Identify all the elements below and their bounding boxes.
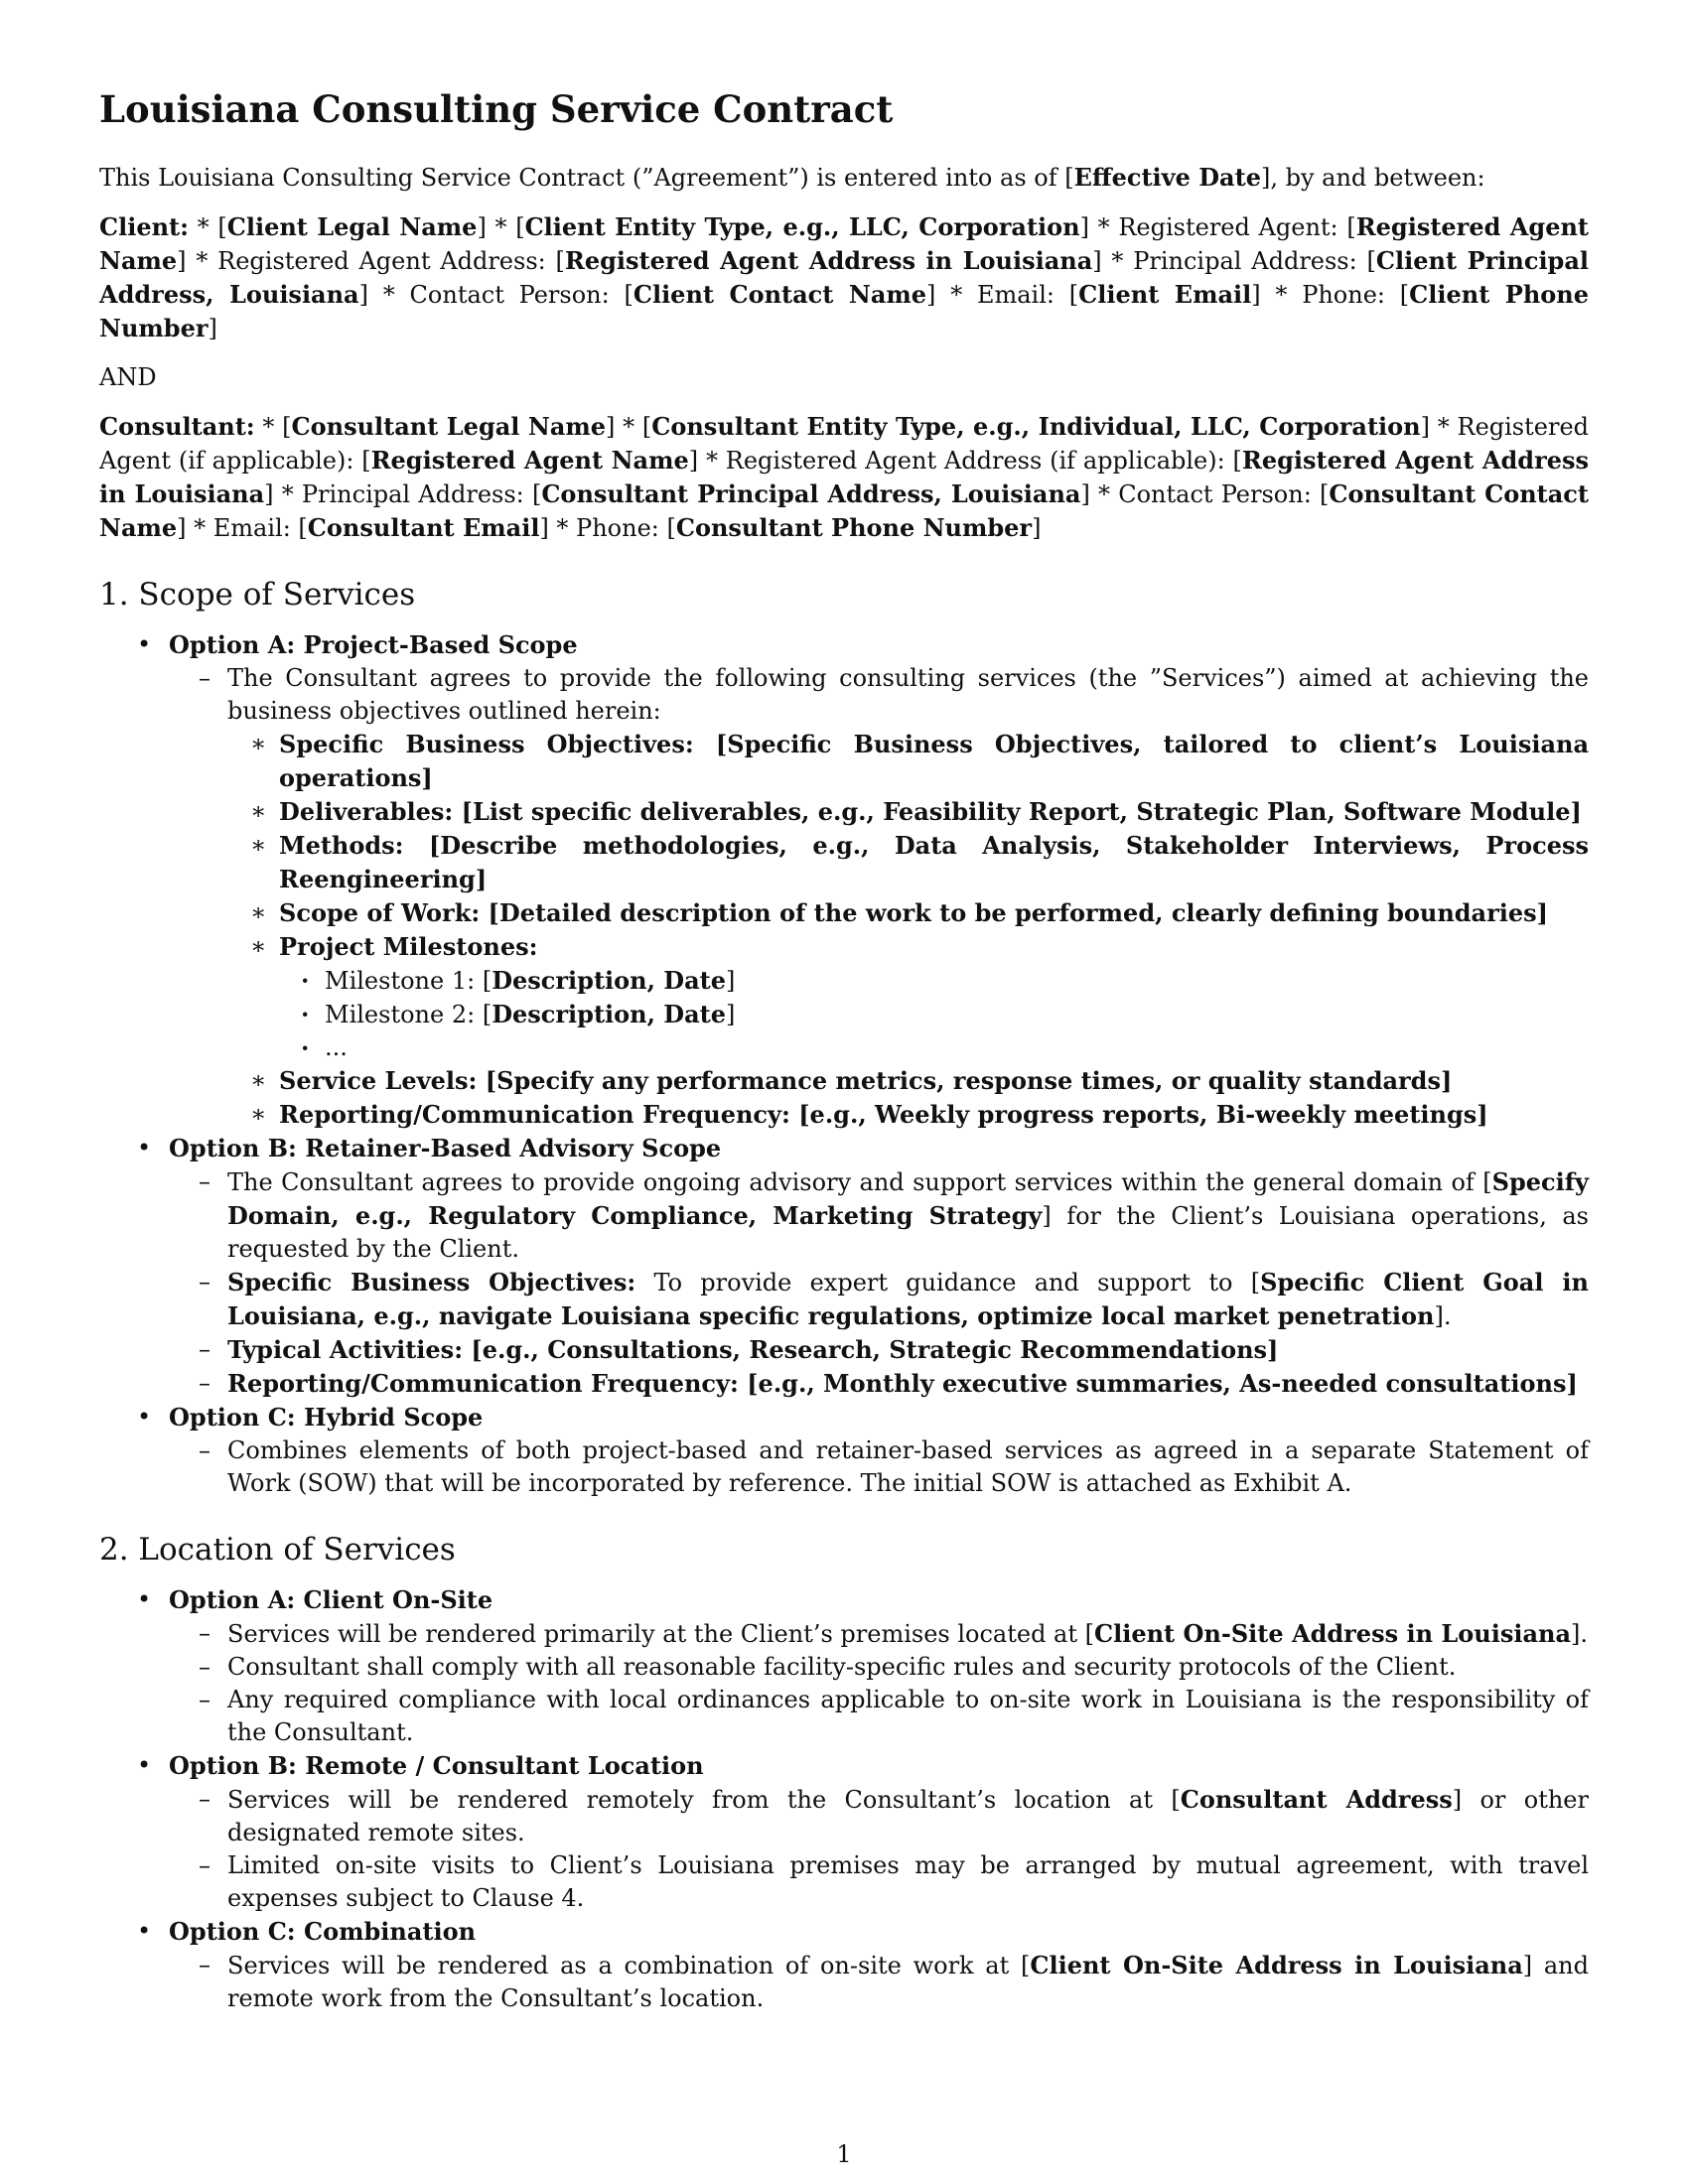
sub-list — [169, 1617, 1589, 1749]
consultant-email: Consultant Email — [307, 513, 540, 542]
onsite-address-placeholder: Client On-Site Address in Louisiana — [1094, 1619, 1571, 1648]
text: Limited on-site visits to Client’s Louisiana premises may be arranged by mutual agreement, with travel expenses subject to Clause 4. — [227, 1851, 1589, 1912]
option-c-desc: Combines elements of both project-based and retainer-based services as agreed in a separate Statement of Work (SOW) that will be incorporated by reference. The initial SOW is attached as Exhibit A. — [227, 1436, 1589, 1497]
client-entity-type: Client Entity Type, e.g., LLC, Corporation — [524, 212, 1080, 241]
sep: * [ — [254, 413, 292, 441]
list-item — [99, 1915, 1589, 2015]
list-item — [99, 1749, 1589, 1915]
sep: ] — [726, 1001, 736, 1028]
sub-list — [169, 1783, 1589, 1915]
sep: ] — [1032, 514, 1042, 542]
text: Consultant shall comply with all reasonable facility-specific rules and security protocols of the Client. — [227, 1653, 1457, 1681]
consultant-contact: Consultant Contact Name — [99, 479, 1589, 542]
sep: ] * Registered Agent Address: [ — [177, 247, 565, 275]
sub-list — [227, 728, 1589, 1132]
text: Services will be rendered as a combination of on-site work at [ — [227, 1952, 1031, 1979]
deliverables-item: Deliverables: [List specific deliverables, e.g., Feasibility Report, Strategic Plan, Software Module] — [279, 797, 1582, 826]
text: To provide expert guidance and support to [ — [635, 1269, 1261, 1297]
list-item — [227, 930, 1589, 1064]
section-1-heading: 1. Scope of Services — [99, 577, 416, 613]
onsite-address-placeholder: Client On-Site Address in Louisiana — [1030, 1951, 1523, 1979]
reporting-item: Reporting/Communication Frequency: [e.g., Monthly executive summaries, As-needed consultations] — [227, 1369, 1578, 1398]
client-phone: Client Phone Number — [99, 280, 1590, 342]
consultant-agent-address: Registered Agent Address in Louisiana — [99, 446, 1590, 508]
methods-item: Methods: [Describe methodologies, e.g., Data Analysis, Stakeholder Interviews, Process Reengineering] — [279, 831, 1589, 893]
text: Services will be rendered remotely from the Consultant’s location at [ — [227, 1786, 1181, 1814]
client-goal-placeholder: Specific Client Goal in Louisiana, e.g., navigate Louisiana specific regulations, optimize local market penetration — [227, 1268, 1589, 1330]
client-email: Client Email — [1078, 280, 1252, 309]
scope-options-list — [99, 628, 1589, 1500]
sub-list — [169, 1434, 1589, 1500]
list-item — [169, 1684, 1589, 1749]
list-item — [169, 1849, 1589, 1915]
location-options-list — [99, 1583, 1589, 2015]
client-agent-name: Registered Agent Name — [99, 212, 1589, 275]
client-block — [99, 210, 1589, 345]
list-item — [169, 1617, 1589, 1651]
reporting-item: Reporting/Communication Frequency: [e.g., Weekly progress reports, Bi-weekly meetings] — [279, 1100, 1488, 1129]
list-item — [279, 998, 1589, 1031]
domain-placeholder: Specify Domain, e.g., Regulatory Compliance, Marketing Strategy — [227, 1167, 1589, 1230]
text: ] and remote work from the Consultant’s location. — [227, 1952, 1590, 2012]
text: Services will be rendered primarily at the Client’s premises located at [ — [227, 1620, 1094, 1648]
option-a-label: Option A: Project-Based Scope — [169, 630, 578, 659]
option-a-desc: The Consultant agrees to provide the following consulting services (the ”Services”) aimed at achieving the business objectives outlined herein: — [227, 664, 1589, 725]
sep: ] — [726, 967, 736, 995]
consultant-label: Consultant: — [99, 412, 255, 441]
sub-list — [169, 662, 1589, 1132]
sub-list — [169, 1165, 1589, 1401]
intro-paragraph — [99, 161, 1589, 195]
list-item — [227, 1098, 1589, 1132]
client-principal-address: Client Principal Address, Louisiana — [99, 246, 1590, 309]
consultant-phone: Consultant Phone Number — [675, 513, 1033, 542]
consultant-principal-address: Consultant Principal Address, Louisiana — [541, 479, 1081, 508]
sep: ] * Registered Agent Address (if applicable): [ — [688, 447, 1242, 475]
sep: ] — [208, 315, 217, 342]
text: ] or other designated remote sites. — [227, 1786, 1589, 1846]
text: ]. — [1434, 1302, 1452, 1330]
location-option-a-label: Option A: Client On-Site — [169, 1585, 493, 1614]
consultant-block — [99, 410, 1589, 545]
milestones-label: Project Milestones: — [279, 932, 538, 961]
list-item — [169, 1367, 1589, 1401]
text: ] for the Client’s Louisiana operations, as requested by the Client. — [227, 1202, 1589, 1263]
consultant-legal-name: Consultant Legal Name — [291, 412, 607, 441]
sep: * [ — [189, 213, 227, 241]
list-item — [169, 1434, 1589, 1500]
sub-list — [279, 964, 1589, 1064]
and-separator: AND — [99, 363, 157, 391]
activities-item: Typical Activities: [e.g., Consultations, Research, Strategic Recommendations] — [227, 1335, 1279, 1364]
sep: ] * Contact Person: [ — [358, 281, 633, 309]
sep: ] * Principal Address: [ — [264, 480, 542, 508]
effective-date-placeholder: Effective Date — [1073, 163, 1261, 192]
list-item — [227, 1064, 1589, 1098]
page-number: 1 — [836, 2140, 852, 2168]
text: The Consultant agrees to provide ongoing advisory and support services within the general domain of [ — [227, 1168, 1492, 1196]
list-item — [169, 1949, 1589, 2015]
intro-text: This Louisiana Consulting Service Contract (”Agreement”) is entered into as of [ — [99, 164, 1074, 192]
milestone-1-label: Milestone 1: [ — [325, 967, 492, 995]
sep: ] * [ — [606, 413, 652, 441]
consultant-agent-name: Registered Agent Name — [370, 446, 689, 475]
list-item — [99, 1583, 1589, 1749]
list-item — [99, 1132, 1589, 1401]
section-2-heading: 2. Location of Services — [99, 1532, 456, 1568]
sep: ] * Phone: [ — [539, 514, 676, 542]
list-item — [227, 896, 1589, 930]
objectives-item: Specific Business Objectives: [Specific Business Objectives, tailored to client’s Louisiana operations] — [279, 730, 1589, 792]
list-item — [227, 829, 1589, 896]
sep: ] * Registered Agent: [ — [1079, 213, 1356, 241]
text: ]. — [1571, 1620, 1588, 1648]
list-item — [227, 795, 1589, 829]
client-legal-name: Client Legal Name — [226, 212, 478, 241]
sep: ] * Email: [ — [177, 514, 308, 542]
client-label: Client: — [99, 212, 189, 241]
sep: ] * Email: [ — [926, 281, 1079, 309]
consultant-entity-type: Consultant Entity Type, e.g., Individual, LLC, Corporation — [651, 412, 1421, 441]
objectives-label: Specific Business Objectives: — [227, 1268, 636, 1297]
milestone-1-value: Description, Date — [492, 966, 727, 995]
document-title: Louisiana Consulting Service Contract — [99, 87, 894, 131]
contract-page — [99, 87, 1589, 2015]
list-item — [99, 628, 1589, 1132]
service-levels-item: Service Levels: [Specify any performance metrics, response times, or quality standards] — [279, 1066, 1453, 1095]
sep: ] * Principal Address: [ — [1092, 247, 1376, 275]
client-contact: Client Contact Name — [633, 280, 927, 309]
list-item — [169, 662, 1589, 1132]
text: Any required compliance with local ordinances applicable to on-site work in Louisiana is the responsibility of the Consultant. — [227, 1686, 1589, 1746]
milestone-more: ... — [325, 1033, 348, 1061]
list-item — [169, 1783, 1589, 1849]
consultant-address-placeholder: Consultant Address — [1180, 1785, 1453, 1814]
location-option-c-label: Option C: Combination — [169, 1917, 477, 1946]
list-item — [279, 1031, 1589, 1064]
list-item — [169, 1333, 1589, 1367]
sep: ] * Contact Person: [ — [1080, 480, 1330, 508]
client-agent-address: Registered Agent Address in Louisiana — [564, 246, 1093, 275]
intro-text: ], by and between: — [1260, 164, 1485, 192]
list-item — [169, 1165, 1589, 1266]
sep: ] * Registered Agent (if applicable): [ — [99, 413, 1590, 475]
list-item — [169, 1651, 1589, 1684]
list-item — [227, 728, 1589, 795]
list-item — [169, 1266, 1589, 1333]
location-option-b-label: Option B: Remote / Consultant Location — [169, 1751, 704, 1780]
option-c-label: Option C: Hybrid Scope — [169, 1403, 484, 1432]
sep: ] * Phone: [ — [1251, 281, 1410, 309]
sub-list — [169, 1949, 1589, 2015]
option-b-label: Option B: Retainer-Based Advisory Scope — [169, 1134, 722, 1162]
list-item — [99, 1401, 1589, 1500]
sep: ] * [ — [477, 213, 525, 241]
milestone-2-value: Description, Date — [492, 1000, 727, 1028]
list-item — [279, 964, 1589, 998]
scope-of-work-item: Scope of Work: [Detailed description of the work to be performed, clearly defining boundaries] — [279, 898, 1548, 927]
milestone-2-label: Milestone 2: [ — [325, 1001, 492, 1028]
